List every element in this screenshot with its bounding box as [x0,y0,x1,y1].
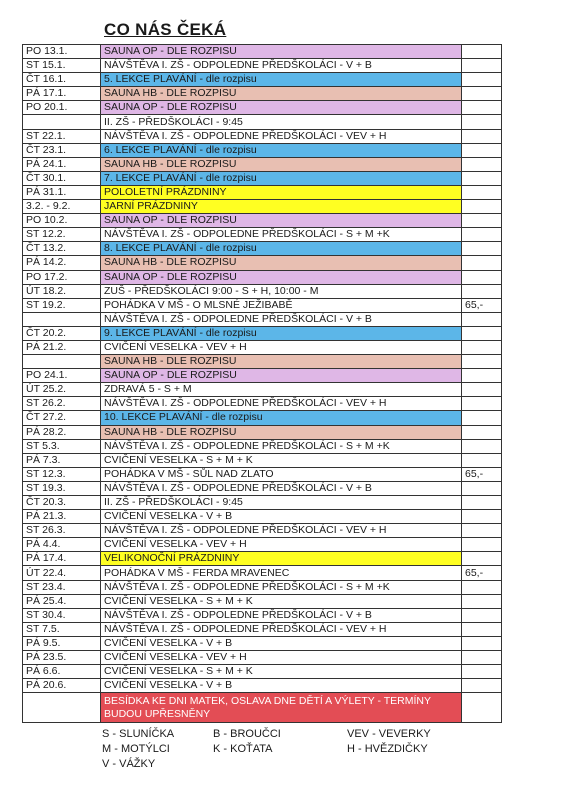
table-row [23,411,502,425]
row-event: CVIČENÍ VESELKA - VEV + H [101,340,462,354]
row-date: PÁ 24.1. [23,157,101,171]
row-price [462,397,502,411]
row-event: NÁVŠTĚVA I. ZŠ - ODPOLEDNE PŘEDŠKOLÁCI - S + M +K [101,228,462,242]
row-date: ÚT 25.2. [23,383,101,397]
table-row [23,143,502,157]
row-price: 65,- [462,298,502,312]
row-price [462,45,502,59]
legend-s: S - SLUNÍČKA [102,728,175,740]
table-row [23,594,502,608]
row-event: JARNÍ PRÁZDNINY [101,200,462,214]
row-date [23,693,101,723]
table-row [23,129,502,143]
table-row [23,87,502,101]
row-date: PÁ 23.5. [23,651,101,665]
row-date: ST 26.2. [23,397,101,411]
row-date: ST 12.2. [23,228,101,242]
row-event: CVIČENÍ VESELKA - S + M + K [101,594,462,608]
table-row [23,510,502,524]
table-row [23,340,502,354]
row-event: ZUŠ - PŘEDŠKOLÁCI 9:00 - S + H, 10:00 - M [101,284,462,298]
row-event: NÁVŠTĚVA I. ZŠ - ODPOLEDNE PŘEDŠKOLÁCI - V + B [101,481,462,495]
row-date: ÚT 18.2. [23,284,101,298]
row-date [23,115,101,129]
row-event: SAUNA HB - DLE ROZPISU [101,355,462,369]
table-row [23,242,502,256]
row-date: ČT 13.2. [23,242,101,256]
row-price [462,636,502,650]
table-row [23,171,502,185]
row-event: SAUNA HB - DLE ROZPISU [101,425,462,439]
row-price [462,59,502,73]
table-row [23,270,502,284]
row-event: NÁVŠTĚVA I. ZŠ - ODPOLEDNE PŘEDŠKOLÁCI - V + B [101,312,462,326]
row-date: PÁ 17.4. [23,552,101,566]
row-price [462,214,502,228]
row-event: CVIČENÍ VESELKA - V + B [101,510,462,524]
row-date: ST 30.4. [23,608,101,622]
table-row [23,636,502,650]
row-event: NÁVŠTĚVA I. ZŠ - ODPOLEDNE PŘEDŠKOLÁCI - V + B [101,59,462,73]
row-event: SAUNA OP - DLE ROZPISU [101,369,462,383]
row-date: PÁ 6.6. [23,665,101,679]
row-price [462,284,502,298]
row-event: 8. LEKCE PLAVÁNÍ - dle rozpisu [101,242,462,256]
row-price [462,665,502,679]
row-date: ST 19.3. [23,481,101,495]
row-event: SAUNA HB - DLE ROZPISU [101,256,462,270]
row-date: ST 7.5. [23,622,101,636]
row-price [462,355,502,369]
row-price [462,411,502,425]
row-event: CVIČENÍ VESELKA - S + M + K [101,665,462,679]
row-date: ÚT 22.4. [23,566,101,580]
row-date: ČT 30.1. [23,171,101,185]
table-row [23,524,502,538]
row-price [462,270,502,284]
row-date: PO 10.2. [23,214,101,228]
row-event: POLOLETNÍ PRÁZDNINY [101,185,462,199]
row-event: CVIČENÍ VESELKA - V + B [101,636,462,650]
row-event: SAUNA OP - DLE ROZPISU [101,45,462,59]
row-price [462,524,502,538]
row-price [462,157,502,171]
row-date: PÁ 17.1. [23,87,101,101]
table-row [23,214,502,228]
row-price [462,453,502,467]
table-row [23,73,502,87]
table-row [23,298,502,312]
row-date: ST 22.1. [23,129,101,143]
row-date [23,355,101,369]
legend-h: H - HVĚZDIČKY [347,743,428,755]
row-event: SAUNA OP - DLE ROZPISU [101,270,462,284]
table-row [23,284,502,298]
table-row [23,115,502,129]
schedule-body [23,45,502,723]
row-price [462,312,502,326]
row-price [462,73,502,87]
table-row [23,45,502,59]
row-date: ST 19.2. [23,298,101,312]
legend-v: V - VÁŽKY [102,758,156,770]
row-date: ST 12.3. [23,467,101,481]
row-event: CVIČENÍ VESELKA - VEV + H [101,538,462,552]
table-row [23,425,502,439]
table-row [23,481,502,495]
table-row [23,439,502,453]
table-row [23,326,502,340]
row-event: 10. LEKCE PLAVÁNÍ - dle rozpisu [101,411,462,425]
row-event: 9. LEKCE PLAVÁNÍ - dle rozpisu [101,326,462,340]
row-date: ČT 16.1. [23,73,101,87]
row-event: CVIČENÍ VESELKA - S + M + K [101,453,462,467]
row-event: NÁVŠTĚVA I. ZŠ - ODPOLEDNE PŘEDŠKOLÁCI - VEV + H [101,524,462,538]
row-event: SAUNA OP - DLE ROZPISU [101,101,462,115]
row-price [462,439,502,453]
row-date: ČT 23.1. [23,143,101,157]
row-date: PO 13.1. [23,45,101,59]
row-price [462,87,502,101]
row-date: PÁ 14.2. [23,256,101,270]
row-price [462,256,502,270]
row-date: PÁ 25.4. [23,594,101,608]
row-date: ST 23.4. [23,580,101,594]
table-row [23,397,502,411]
row-price [462,651,502,665]
table-row [23,467,502,481]
table-row [23,355,502,369]
row-event: II. ZŠ - PŘEDŠKOLÁCI - 9:45 [101,496,462,510]
row-price [462,622,502,636]
row-price [462,608,502,622]
row-event: VELIKONOČNÍ PRÁZDNINY [101,552,462,566]
row-price [462,580,502,594]
row-event: SAUNA HB - DLE ROZPISU [101,87,462,101]
row-date: PÁ 31.1. [23,185,101,199]
row-date: PO 20.1. [23,101,101,115]
row-event: NÁVŠTĚVA I. ZŠ - ODPOLEDNE PŘEDŠKOLÁCI - V + B [101,608,462,622]
row-event: NÁVŠTĚVA I. ZŠ - ODPOLEDNE PŘEDŠKOLÁCI - VEV + H [101,622,462,636]
table-row [23,59,502,73]
row-price [462,552,502,566]
row-event: SAUNA HB - DLE ROZPISU [101,157,462,171]
row-price [462,369,502,383]
row-date: PO 17.2. [23,270,101,284]
row-date: ST 5.3. [23,439,101,453]
row-price [462,594,502,608]
table-row [23,383,502,397]
table-row [23,622,502,636]
row-event: NÁVŠTĚVA I. ZŠ - ODPOLEDNE PŘEDŠKOLÁCI - S + M +K [101,580,462,594]
row-date: PÁ 20.6. [23,679,101,693]
row-date: PÁ 21.3. [23,510,101,524]
table-row [23,608,502,622]
row-date: ČT 20.2. [23,326,101,340]
row-event: 7. LEKCE PLAVÁNÍ - dle rozpisu [101,171,462,185]
table-row [23,665,502,679]
table-row [23,157,502,171]
row-event: POHÁDKA V MŠ - FERDA MRAVENEC [101,566,462,580]
table-row [23,566,502,580]
row-price [462,481,502,495]
table-row [23,312,502,326]
row-price [462,185,502,199]
table-row [23,580,502,594]
table-row [23,538,502,552]
row-date: PÁ 21.2. [23,340,101,354]
row-event: BESÍDKA KE DNI MATEK, OSLAVA DNE DĚTÍ A VÝLETY - TERMÍNY BUDOU UPŘESNĚNY [101,693,462,723]
table-row [23,256,502,270]
table-row [23,453,502,467]
page-title: CO NÁS ČEKÁ [104,20,227,39]
row-date: PO 24.1. [23,369,101,383]
table-row [23,228,502,242]
row-price [462,679,502,693]
row-price [462,115,502,129]
row-event: POHÁDKA V MŠ - SŮL NAD ZLATO [101,467,462,481]
row-date: PÁ 9.5. [23,636,101,650]
table-row [23,369,502,383]
table-row [23,679,502,693]
row-event: 6. LEKCE PLAVÁNÍ - dle rozpisu [101,143,462,157]
row-price [462,171,502,185]
row-price [462,143,502,157]
row-event: NÁVŠTĚVA I. ZŠ - ODPOLEDNE PŘEDŠKOLÁCI - S + M +K [101,439,462,453]
row-event: SAUNA OP - DLE ROZPISU [101,214,462,228]
row-event: NÁVŠTĚVA I. ZŠ - ODPOLEDNE PŘEDŠKOLÁCI - VEV + H [101,397,462,411]
row-price [462,496,502,510]
row-event: II. ZŠ - PŘEDŠKOLÁCI - 9:45 [101,115,462,129]
row-price [462,693,502,723]
table-row [23,693,502,723]
row-price [462,538,502,552]
table-row [23,185,502,199]
table-row [23,651,502,665]
table-row [23,200,502,214]
row-price [462,340,502,354]
row-date [23,312,101,326]
row-price: 65,- [462,467,502,481]
legend-k: K - KOŤATA [213,743,273,755]
row-date: ČT 27.2. [23,411,101,425]
legend-b: B - BROUČCI [213,728,281,740]
row-date: ST 26.3. [23,524,101,538]
row-price [462,242,502,256]
row-price [462,326,502,340]
row-event: NÁVŠTĚVA I. ZŠ - ODPOLEDNE PŘEDŠKOLÁCI - VEV + H [101,129,462,143]
row-event: POHÁDKA V MŠ - O MLSNÉ JEŽIBABĚ [101,298,462,312]
table-row [23,496,502,510]
row-date: PÁ 4.4. [23,538,101,552]
row-price [462,425,502,439]
row-date: ČT 20.3. [23,496,101,510]
row-price [462,200,502,214]
row-event: 5. LEKCE PLAVÁNÍ - dle rozpisu [101,73,462,87]
row-price: 65,- [462,566,502,580]
legend [0,728,565,788]
legend-vev: VEV - VEVERKY [347,728,431,740]
row-date: PÁ 28.2. [23,425,101,439]
row-price [462,510,502,524]
row-event: ZDRAVÁ 5 - S + M [101,383,462,397]
table-row [23,101,502,115]
row-price [462,129,502,143]
row-date: 3.2. - 9.2. [23,200,101,214]
row-date: ST 15.1. [23,59,101,73]
row-event: CVIČENÍ VESELKA - V + B [101,679,462,693]
row-price [462,101,502,115]
schedule-table [22,44,502,723]
row-event: CVIČENÍ VESELKA - VEV + H [101,651,462,665]
row-price [462,228,502,242]
legend-m: M - MOTÝLCI [102,743,170,755]
table-row [23,552,502,566]
row-price [462,383,502,397]
row-date: PÁ 7.3. [23,453,101,467]
